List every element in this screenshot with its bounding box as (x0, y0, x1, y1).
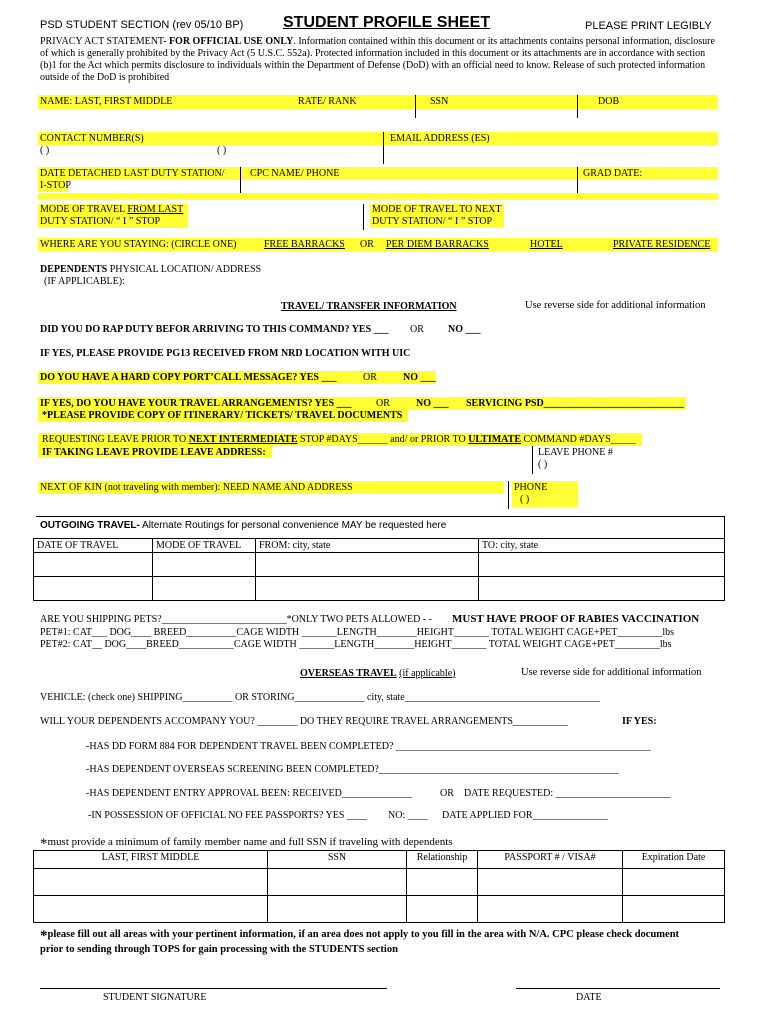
mode-from-line1[interactable] (40, 204, 183, 215)
table-row (34, 896, 725, 923)
rap-no[interactable]: NO ___ (448, 324, 481, 335)
footer-instruction-text: please fill out all areas with your pertinent information, if an area does not apply to you fill in the area with N/A. CPC please check document prior to sending through TOPS for gain processing with the STUDENTS section (40, 929, 680, 955)
col-expiration: Expiration Date (623, 851, 725, 869)
istop-label: I-STOP (40, 180, 71, 191)
spacer-highlight (38, 193, 718, 200)
pet1-line[interactable]: PET#1: CAT___ DOG____ BREED__________CAGE WIDTH _______LENGTH________HEIGHT_______ TOTAL WEIGHT CAGE+PET_________lbs (40, 627, 675, 638)
col-passport: PASSPORT # / VISA# (478, 851, 623, 869)
staying-or: OR (360, 239, 374, 250)
family-table (33, 850, 725, 923)
table-cell[interactable] (623, 869, 725, 896)
divider (577, 167, 578, 193)
portcall-no[interactable]: NO ___ (403, 372, 436, 383)
privacy-lead: PRIVACY ACT STATEMENT- (40, 36, 167, 47)
leave-req-text-a: REQUESTING LEAVE PRIOR TO (42, 434, 189, 445)
kin-phone-field[interactable]: ( ) (520, 494, 530, 505)
screening-line[interactable]: -HAS DEPENDENT OVERSEAS SCREENING BEEN COMPLETED?________________________________________________ (86, 764, 619, 775)
passport-no[interactable]: NO: ____ (388, 810, 428, 821)
table-cell[interactable] (256, 577, 479, 601)
dependents-applicable: (IF APPLICABLE): (44, 276, 125, 287)
privacy-body: . Information contained within this document or its attachments contains personal information, disclosure of which is generally prohibited by the Privacy Act (5 U.S.C. 552a). Protected information included in this document or its attachments are in accordance with section (b)1 for the Act which permits disclosure to individuals within the Department of Defense (DoD) with an official need to know. Release of such protected information outside of the DoD is prohibited (40, 36, 715, 83)
option-free-barracks[interactable]: FREE BARRACKS (264, 239, 345, 250)
table-row (34, 869, 725, 896)
leave-next-intermediate: NEXT INTERMEDIATE (188, 434, 298, 445)
form-revision: PSD STUDENT SECTION (rev 05/10 BP) (40, 19, 244, 31)
date-label: DATE (576, 992, 602, 1003)
leave-req-text-c: COMMAND #DAYS_____ (521, 434, 636, 445)
servicing-psd-field[interactable]: SERVICING PSD____________________________ (466, 398, 684, 409)
leave-address-label[interactable]: IF TAKING LEAVE PROVIDE LEAVE ADDRESS: (42, 447, 266, 458)
footer-instruction (40, 928, 700, 957)
travel-arrangements-question[interactable]: IF YES, DO YOU HAVE YOUR TRAVEL ARRANGEMENTS? YES ___ (40, 398, 352, 409)
date-applied-field[interactable]: DATE APPLIED FOR_______________ (442, 810, 608, 821)
table-row (34, 577, 725, 601)
table-cell[interactable] (34, 577, 153, 601)
table-cell[interactable] (479, 577, 725, 601)
table-cell[interactable] (34, 896, 268, 923)
phone-field-2[interactable]: ( ) (217, 145, 227, 156)
staying-label: WHERE ARE YOU STAYING: (CIRCLE ONE) (40, 239, 237, 250)
outgoing-title-rest: Alternate Routings for personal convenience MAY be requested here (139, 520, 447, 531)
option-per-diem-barracks[interactable]: PER DIEM BARRACKS (386, 239, 489, 250)
vehicle-line[interactable]: VEHICLE: (check one) SHIPPING__________ OR STORING______________ city, state_______________________________________ (40, 692, 600, 703)
pg13-instruction: IF YES, PLEASE PROVIDE PG13 RECEIVED FROM NRD LOCATION WITH UIC (40, 348, 411, 359)
portcall-or: OR (363, 372, 377, 383)
travel-transfer-heading: TRAVEL/ TRANSFER INFORMATION (281, 301, 457, 312)
entry-approval-line[interactable]: -HAS DEPENDENT ENTRY APPROVAL BEEN: RECEIVED______________ (86, 788, 412, 799)
overseas-applicable: (if applicable) (399, 668, 456, 679)
from-last-text: FROM LAST (127, 204, 184, 215)
date-detached-label[interactable]: DATE DETACHED LAST DUTY STATION/ (40, 168, 225, 179)
table-cell[interactable] (407, 896, 478, 923)
reverse-side-note: Use reverse side for additional information (525, 300, 706, 311)
col-family-name: LAST, FIRST MIDDLE (34, 851, 268, 869)
table-cell[interactable] (34, 553, 153, 577)
official-use-label: FOR OFFICIAL USE ONLY (168, 36, 294, 47)
divider (577, 95, 578, 118)
table-cell[interactable] (478, 869, 623, 896)
privacy-statement (40, 36, 720, 84)
asterisk-icon: * (40, 928, 48, 944)
option-hotel[interactable]: HOTEL (530, 239, 563, 250)
dependents-location-label[interactable] (40, 264, 261, 275)
mode-to-line2: DUTY STATION/ “ I ” STOP (372, 216, 493, 227)
rabies-requirement: MUST HAVE PROOF OF RABIES VACCINATION (452, 613, 700, 625)
outgoing-top-border (36, 516, 725, 517)
option-private-residence[interactable]: PRIVATE RESIDENCE (613, 239, 711, 250)
overseas-reverse-note: Use reverse side for additional information (521, 667, 702, 678)
ssn-label[interactable]: SSN (430, 96, 449, 107)
col-to: TO: city, state (479, 539, 725, 553)
if-yes-label: IF YES: (622, 716, 657, 727)
entry-or: OR (440, 788, 454, 799)
family-note-text: must provide a minimum of family member name and full SSN if traveling with dependents (47, 836, 453, 848)
table-cell[interactable] (479, 553, 725, 577)
dob-label[interactable]: DOB (598, 96, 620, 107)
table-cell[interactable] (153, 553, 256, 577)
pets-question[interactable]: ARE YOU SHIPPING PETS?_________________________*ONLY TWO PETS ALLOWED - - (40, 614, 432, 625)
divider (415, 95, 416, 118)
next-of-kin-label[interactable]: NEXT OF KIN (not traveling with member): NEED NAME AND ADDRESS (40, 482, 353, 493)
divider (240, 167, 241, 193)
table-cell[interactable] (256, 553, 479, 577)
outgoing-title-bold: OUTGOING TRAVEL- (40, 520, 140, 531)
divider (383, 132, 384, 164)
divider (508, 481, 509, 509)
col-relationship: Relationship (407, 851, 478, 869)
leave-request-line[interactable] (42, 434, 636, 445)
leave-ultimate: ULTIMATE (468, 434, 521, 445)
table-cell[interactable] (34, 869, 268, 896)
asterisk-icon: * (40, 836, 48, 852)
print-legibly-note: PLEASE PRINT LEGIBLY (585, 20, 712, 32)
overseas-heading-text: OVERSEAS TRAVEL (300, 668, 397, 679)
col-mode-of-travel: MODE OF TRAVEL (153, 539, 256, 553)
col-family-ssn: SSN (268, 851, 407, 869)
signature-line[interactable] (40, 988, 387, 989)
outgoing-travel-table (33, 538, 725, 601)
grad-date-label[interactable]: GRAD DATE: (583, 168, 643, 179)
mode-to-line1[interactable]: MODE OF TRAVEL TO NEXT (372, 204, 502, 215)
leave-req-text-b: STOP #DAYS______ and/ or PRIOR TO (297, 434, 469, 445)
rap-duty-question[interactable]: DID YOU DO RAP DUTY BEFOR ARRIVING TO THIS COMMAND? YES ___ (40, 324, 389, 335)
mode-from-text: MODE OF TRAVEL (40, 204, 128, 215)
mode-from-line2: DUTY STATION/ “ I ” STOP (40, 216, 161, 227)
passport-line[interactable]: -IN POSSESSION OF OFFICIAL NO FEE PASSPORTS? YES ____ (88, 810, 367, 821)
student-signature-label: STUDENT SIGNATURE (103, 992, 207, 1003)
dependents-bold: DEPENDENTS (40, 264, 108, 275)
leave-phone-field[interactable]: ( ) (538, 459, 548, 470)
rap-or: OR (410, 324, 424, 335)
kin-phone-label[interactable]: PHONE (514, 482, 548, 493)
date-requested-field[interactable]: DATE REQUESTED: _______________________ (464, 788, 671, 799)
ticket-or: OR (376, 398, 390, 409)
table-header-row (34, 539, 725, 553)
table-cell[interactable] (623, 896, 725, 923)
table-row (34, 553, 725, 577)
dd884-line[interactable]: -HAS DD FORM 884 FOR DEPENDENT TRAVEL BEEN COMPLETED? ___________________________________________________ (86, 741, 651, 752)
itinerary-note: *PLEASE PROVIDE COPY OF ITINERARY/ TICKETS/ TRAVEL DOCUMENTS (42, 410, 403, 421)
date-line[interactable] (516, 988, 720, 989)
dependents-accompany-line[interactable]: WILL YOUR DEPENDENTS ACCOMPANY YOU? ________ DO THEY REQUIRE TRAVEL ARRANGEMENTS___________ (40, 716, 568, 727)
col-from: FROM: city, state (256, 539, 479, 553)
name-field-label[interactable]: NAME: LAST, FIRST MIDDLE (40, 96, 173, 107)
table-header-row (34, 851, 725, 869)
divider (724, 516, 725, 538)
divider (532, 446, 533, 474)
portcall-question[interactable]: DO YOU HAVE A HARD COPY PORT’CALL MESSAGE? YES ___ (40, 372, 337, 383)
table-cell[interactable] (268, 896, 407, 923)
leave-phone-label[interactable]: LEAVE PHONE # (538, 447, 613, 458)
dependents-rest: PHYSICAL LOCATION/ ADDRESS (107, 264, 262, 275)
table-cell[interactable] (478, 896, 623, 923)
contact-numbers-label[interactable]: CONTACT NUMBER(S) (40, 133, 144, 144)
table-cell[interactable] (407, 869, 478, 896)
ticket-no[interactable]: NO ___ (416, 398, 449, 409)
table-cell[interactable] (153, 577, 256, 601)
pet2-line[interactable]: PET#2: CAT__ DOG____BREED___________CAGE WIDTH _______LENGTH________HEIGHT_______ TOTAL WEIGHT CAGE+PET_________lbs (40, 639, 672, 650)
outgoing-travel-title (40, 520, 446, 531)
table-cell[interactable] (268, 869, 407, 896)
email-label[interactable]: EMAIL ADDRESS (ES) (390, 133, 490, 144)
overseas-heading (300, 668, 455, 679)
phone-field-1[interactable]: ( ) (40, 145, 50, 156)
cpc-label[interactable]: CPC NAME/ PHONE (250, 168, 340, 179)
divider (363, 204, 364, 230)
rate-rank-label[interactable]: RATE/ RANK (298, 96, 357, 107)
page-title: STUDENT PROFILE SHEET (283, 14, 491, 31)
col-date-of-travel: DATE OF TRAVEL (34, 539, 153, 553)
